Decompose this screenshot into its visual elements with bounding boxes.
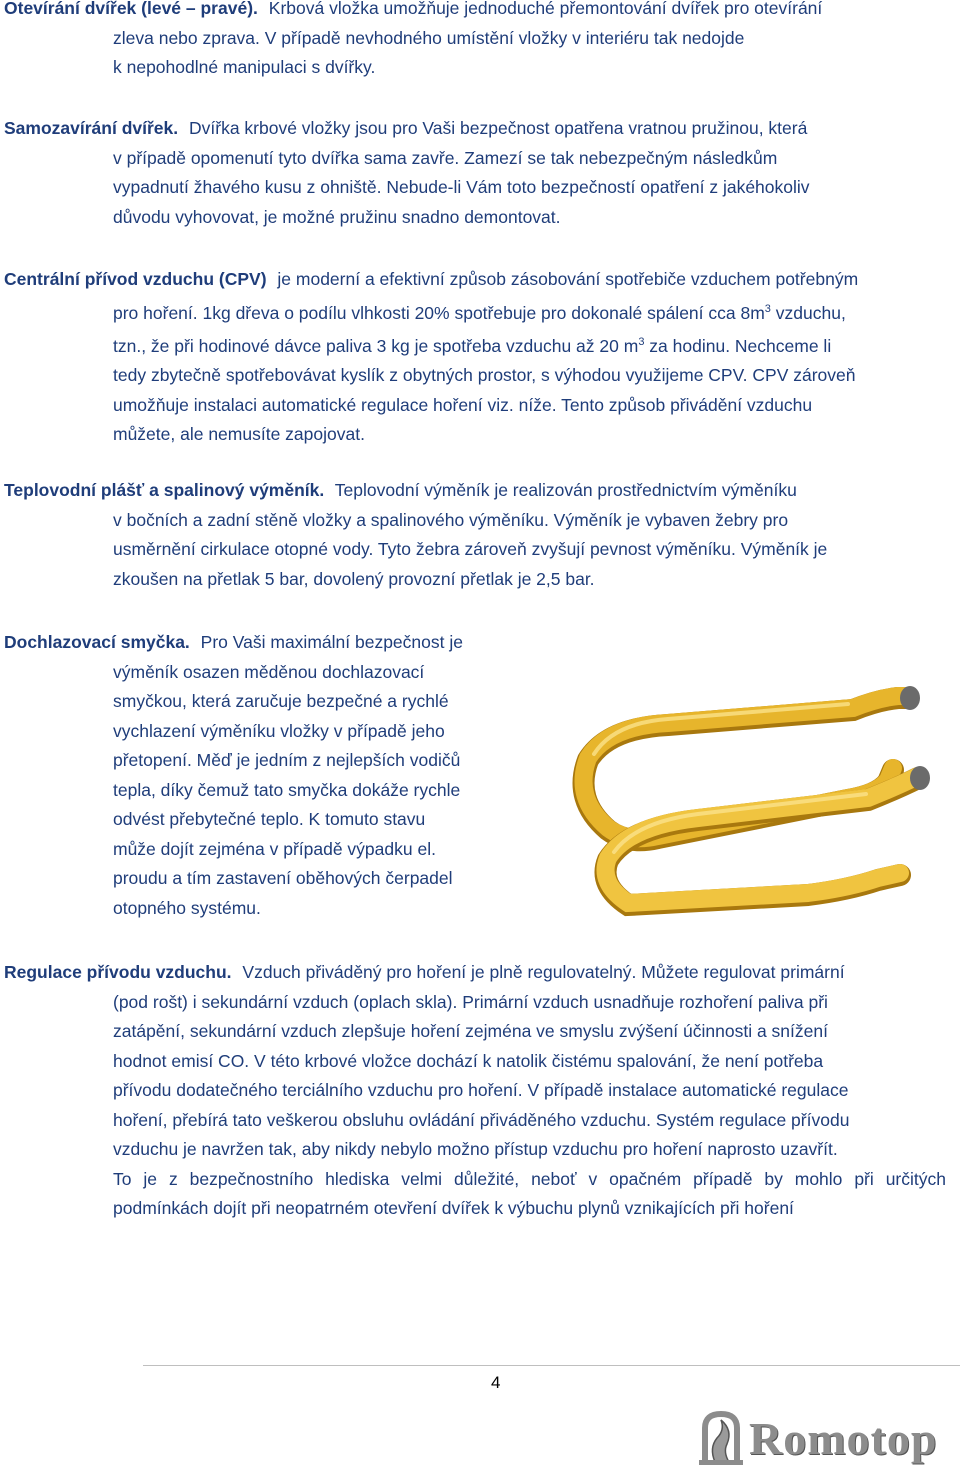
paragraph-line: zatápění, sekundární vzduch zlepšuje hoření zejména ve smyslu zvýšení účinnosti a snížení: [113, 1021, 828, 1041]
paragraph-line: otopného systému.: [113, 897, 261, 918]
paragraph-line: může dojít zejména v případě výpadku el.: [113, 838, 436, 859]
section-heading: Otevírání dvířek (levé – pravé).: [4, 0, 258, 18]
paragraph-line: [4, 328, 946, 361]
paragraph-line: důvodu vyhovovat, je možné pružinu snadno demontovat.: [113, 206, 561, 227]
paragraph-line: vychlazení výměníku vložky v případě jeho: [113, 720, 445, 741]
paragraph-line: hoření, přebírá tato veškerou obsluhu ovládání přiváděného vzduchu. Systém regulace přívodu: [113, 1109, 850, 1130]
paragraph-line: podmínkách dojít při neopatrném otevření dvířek k výbuchu plynů vznikajících při hoření: [113, 1198, 794, 1218]
paragraph-line: výměník osazen měděnou dochlazovací: [113, 661, 425, 682]
text-run: pro hoření. 1kg dřeva o podílu vlhkosti 20% spotřebuje pro dokonalé spálení cca 8m: [113, 302, 765, 323]
paragraph-line: v případě opomenutí tyto dvířka sama zavře. Zamezí se tak nebezpečným následkům: [113, 147, 778, 168]
footer-divider: [143, 1365, 960, 1366]
paragraph-line: To je z bezpečnostního hlediska velmi důležité, neboť v opačném případě by mohlo při určitých: [113, 1168, 946, 1189]
pipe-tip: [910, 766, 930, 790]
paragraph-line: (pod rošt) i sekundární vzduch (oplach skla). Primární vzduch usnadňuje rozhoření paliva při: [113, 991, 828, 1012]
paragraph-line: tepla, díky čemuž tato smyčka dokáže rychle: [113, 779, 461, 800]
copper-cooling-loop-image: [548, 668, 934, 918]
section-heading: Centrální přívod vzduchu (CPV): [4, 269, 267, 289]
text-run: tzn., že při hodinové dávce paliva 3 kg je spotřeba vzduchu až 20 m: [113, 335, 639, 356]
paragraph-text: Dvířka krbové vložky jsou pro Vaši bezpečnost opatřena vratnou pružinou, která: [189, 118, 808, 138]
section-heading: Teplovodní plášť a spalinový výměník.: [4, 480, 325, 500]
section-self-closing: [4, 114, 946, 232]
section-cpv: [4, 265, 946, 450]
paragraph-text: Pro Vaši maximální bezpečnost je: [200, 632, 463, 652]
pipe-tip: [900, 686, 920, 710]
section-heading: Samozavírání dvířek.: [4, 118, 179, 138]
section-heading: Dochlazovací smyčka.: [4, 632, 190, 652]
text-run: za hodinu. Nechceme li: [644, 335, 832, 356]
paragraph-line: k nepohodlné manipulaci s dvířky.: [113, 57, 376, 77]
paragraph-line: smyčkou, která zaručuje bezpečné a rychlé: [113, 691, 449, 711]
section-exchanger: [4, 476, 946, 594]
paragraph-line: proudu a tím zastavení oběhových čerpadel: [113, 868, 453, 888]
paragraph-line: přívodu dodatečného terciálního vzduchu pro hoření. V případě instalace automatické regulace: [113, 1080, 849, 1100]
section-air-regulation: [4, 958, 946, 1224]
paragraph-line: v bočních a zadní stěně vložky a spalinového výměníku. Výměník je vybaven žebry pro: [113, 509, 789, 530]
paragraph-text: Vzduch přiváděný pro hoření je plně regulovatelný. Můžete regulovat primární: [242, 962, 845, 982]
logo-text: Romotop: [749, 1413, 938, 1464]
paragraph-line: tedy zbytečně spotřebovávat kyslík z obytných prostor, s výhodou využijeme CPV. CPV zároveň: [113, 365, 856, 386]
romotop-logo: [695, 1406, 959, 1468]
paragraph-line: usměrnění cirkulace otopné vody. Tyto žebra zároveň zvyšují pevnost výměníku. Výměník je: [113, 539, 828, 559]
section-cooling-loop: [4, 628, 519, 923]
paragraph-text: je moderní a efektivní způsob zásobování spotřebiče vzduchem potřebným: [277, 269, 859, 289]
text-run: vzduchu,: [770, 302, 846, 323]
paragraph-line: zleva nebo zprava. V případě nevhodného umístění vložky v interiéru tak nedojde: [113, 27, 745, 48]
section-heading: Regulace přívodu vzduchu.: [4, 962, 232, 982]
paragraph-line: hodnot emisí CO. V této krbové vložce dochází k natolik čistému spalování, že není potřeba: [113, 1050, 824, 1071]
paragraph-text: Teplovodní výměník je realizován prostřednictvím výměníku: [334, 480, 797, 500]
paragraph-line: [4, 295, 946, 328]
section-doors: [4, 0, 946, 83]
paragraph-text: Krbová vložka umožňuje jednoduché přemontování dvířek pro otevírání: [268, 0, 823, 18]
paragraph-line: vzduchu je navržen tak, aby nikdy nebylo možno přístup vzduchu pro hoření naprosto uzavřít.: [113, 1139, 838, 1159]
paragraph-line: umožňuje instalaci automatické regulace hoření viz. níže. Tento způsob přivádění vzduchu: [113, 394, 813, 415]
paragraph-line: vypadnutí žhavého kusu z ohniště. Nebude-li Vám toto bezpečností opatření z jakéhokoliv: [113, 177, 810, 197]
paragraph-line: přetopení. Měď je jedním z nejlepších vodičů: [113, 750, 461, 770]
paragraph-line: zkoušen na přetlak 5 bar, dovolený provozní přetlak je 2,5 bar.: [113, 568, 595, 589]
superscript: 3: [638, 335, 645, 348]
paragraph-line: odvést přebytečné teplo. K tomuto stavu: [113, 809, 426, 829]
paragraph-line: můžete, ale nemusíte zapojovat.: [113, 424, 365, 445]
superscript: 3: [764, 302, 771, 315]
page-number: 4: [491, 1373, 501, 1392]
romotop-logo-icon: [695, 1408, 747, 1466]
